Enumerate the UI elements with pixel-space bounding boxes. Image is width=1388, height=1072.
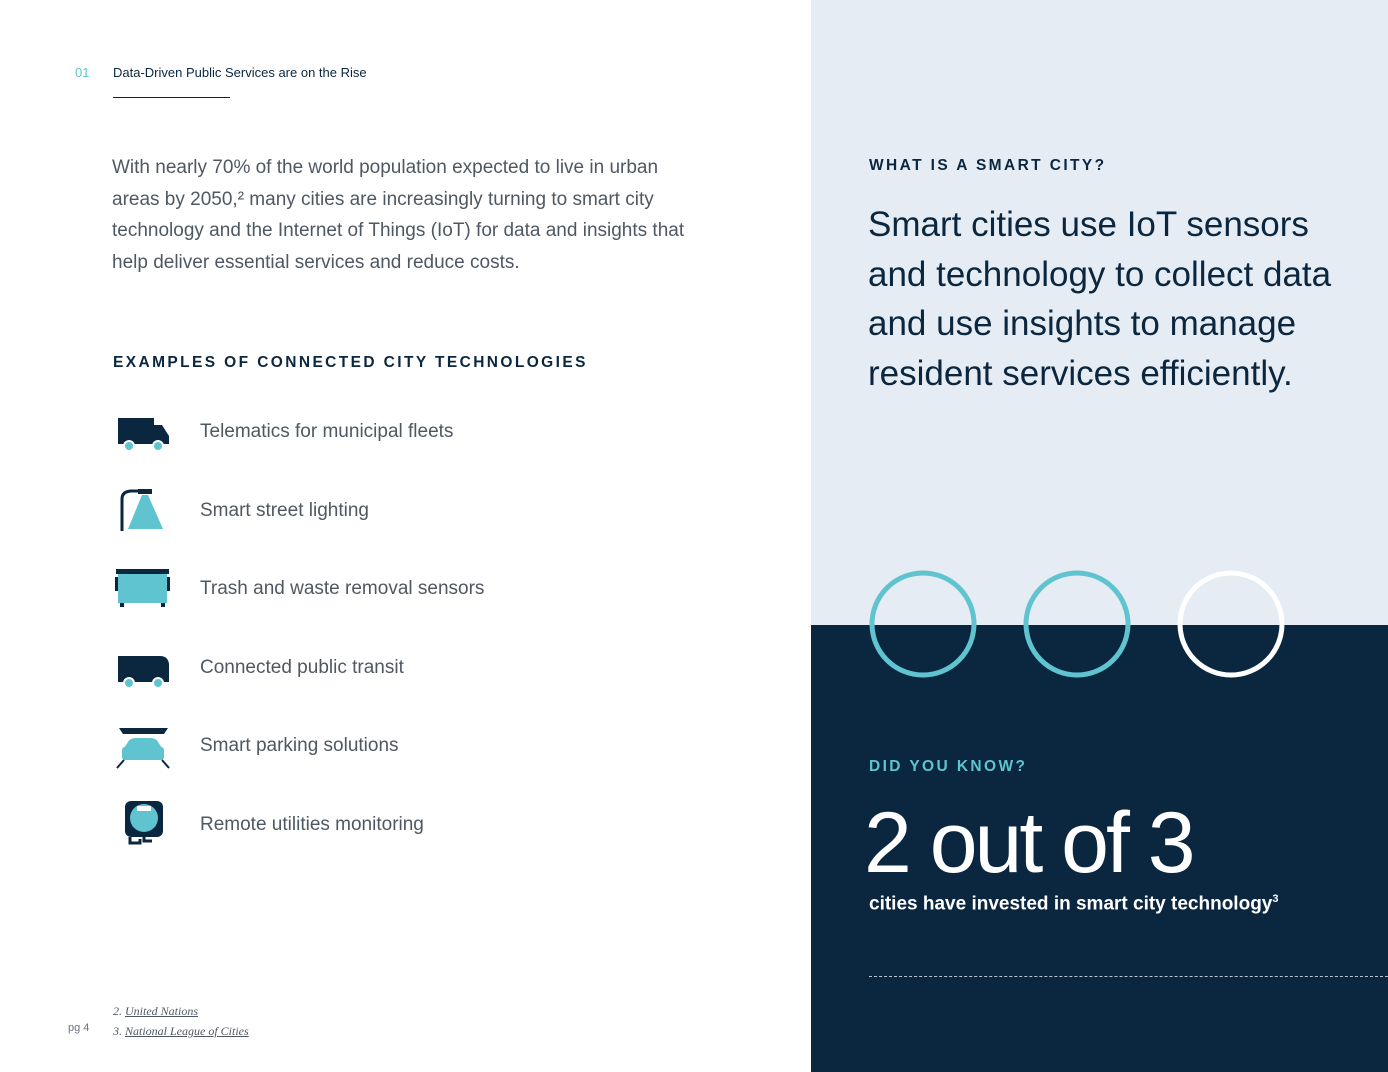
page-number: pg 4 (68, 1022, 90, 1034)
footnote-link-national-league-of-cities[interactable]: National League of Cities (125, 1024, 249, 1038)
stat-caption-text: cities have invested in smart city technology (869, 893, 1273, 915)
stat-caption (869, 893, 1279, 915)
section-divider (113, 97, 230, 98)
two-of-three-circles-graphic (869, 570, 1289, 680)
stat-value: 2 out of 3 (864, 795, 1193, 891)
stat-footnote-ref: 3 (1272, 893, 1279, 905)
dumpster-icon (112, 565, 172, 615)
white-circle-3 (1180, 573, 1282, 675)
utility-meter-icon (112, 801, 172, 851)
examples-heading: EXAMPLES OF CONNECTED CITY TECHNOLOGIES (113, 354, 588, 371)
footnote-number: 2. (113, 1004, 122, 1018)
bus-icon (112, 644, 172, 694)
street-light-icon (112, 487, 172, 537)
footnote-item (113, 1021, 249, 1041)
intro-paragraph: With nearly 70% of the world population expected to live in urban areas by 2050,² many cities are increasingly turning to smart city technology and the Internet of Things (IoT) for data and insights that help deliver essential services and reduce costs. (112, 157, 685, 273)
teal-circle-1 (872, 573, 974, 675)
dashed-divider (869, 976, 1388, 977)
list-item (112, 644, 732, 723)
footnote-link-united-nations[interactable]: United Nations (125, 1004, 199, 1018)
tech-label-public-transit: Connected public transit (200, 656, 404, 678)
parked-car-icon (112, 722, 172, 772)
tech-label-parking: Smart parking solutions (200, 735, 399, 757)
tech-label-telematics: Telematics for municipal fleets (200, 421, 454, 442)
list-item (112, 487, 732, 566)
tech-label-waste-removal: Trash and waste removal sensors (200, 578, 485, 600)
list-item (112, 565, 732, 644)
footnote-item (113, 1001, 249, 1021)
delivery-truck-icon (112, 408, 172, 458)
list-item (112, 722, 732, 801)
list-item (112, 408, 732, 487)
footnote-number: 3. (113, 1024, 122, 1038)
connected-technologies-list (112, 408, 732, 880)
teal-circle-2 (1026, 573, 1128, 675)
list-item (112, 801, 732, 880)
tech-label-street-lighting: Smart street lighting (200, 499, 369, 521)
tech-label-utilities: Remote utilities monitoring (200, 813, 424, 835)
smart-city-heading: WHAT IS A SMART CITY? (869, 157, 1107, 174)
section-title: Data-Driven Public Services are on the Rise (113, 65, 367, 80)
footnotes (113, 1001, 249, 1041)
smart-city-definition: Smart cities use IoT sensors and technology to collect data and use insights to manage resident services efficiently. (868, 205, 1332, 393)
did-you-know-heading: DID YOU KNOW? (869, 758, 1028, 775)
section-number: 01 (75, 65, 90, 80)
